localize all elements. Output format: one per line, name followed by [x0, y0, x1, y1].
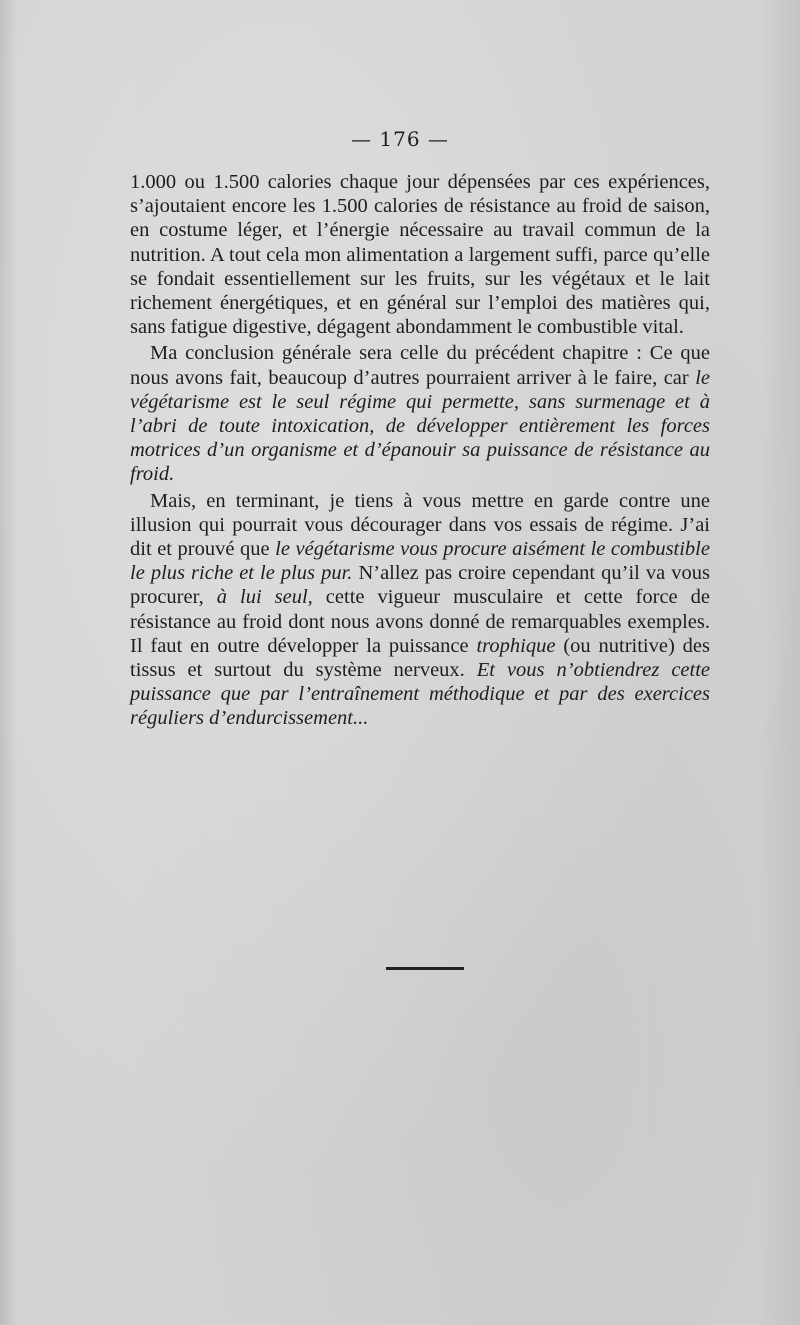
italic-text-segment: le végétarisme est le seul régime qui permette, sans surmenage et à l’abri de toute intoxication, de développer entièrement les forces motrices d’un organisme et d’épanouir sa puissance de résistance au froid.	[130, 366, 710, 486]
paragraph	[130, 170, 710, 339]
text-segment: cette vigueur musculaire et cette force de résistance au froid dont nous avons donné de remarquables exemples. Il faut en outre développer la puissance	[130, 586, 710, 657]
end-rule	[386, 967, 464, 970]
italic-text-segment: le végétarisme vous procure aisément le combustible le plus riche et le plus pur.	[130, 538, 710, 585]
body-text	[130, 170, 710, 731]
paragraph	[130, 341, 710, 486]
paragraph	[130, 489, 710, 731]
text-segment: Ma conclusion générale sera celle du précédent chapitre : Ce que nous avons fait, beaucoup d’autres pourraient arriver à le faire, car	[130, 342, 710, 389]
text-segment: 1.000 ou 1.500 calories chaque jour dépensées par ces expériences, s’ajoutaient encore les 1.500 calories de résistance au froid de saison, en costume léger, et l’énergie nécessaire au travail commun de la nutrition. A tout cela mon alimentation a largement suffi, parce qu’elle se fondait essentiellement sur les fruits, sur les végétaux et le lait richement énergétiques, et en général sur l’emploi des matières qui, sans fatigue digestive, dégagent abondamment le combustible vital.	[130, 171, 710, 339]
page-number: — 176 —	[351, 127, 449, 151]
italic-text-segment: Et vous n’obtiendrez cette puissance que par l’entraînement méthodique et par des exercices réguliers d’endurcissement...	[130, 659, 711, 730]
text-segment: Mais, en terminant, je tiens à vous mettre en garde contre une illusion qui pourrait vous décourager dans vos essais de régime. J’ai dit et prouvé que	[130, 489, 710, 561]
italic-text-segment: trophique	[476, 634, 556, 657]
text-segment: (ou nutritive) des tissus et surtout du système nerveux.	[130, 634, 710, 682]
italic-text-segment: à lui seul,	[216, 586, 313, 609]
text-segment: N’allez pas croire cependant qu’il va vous procurer,	[130, 562, 710, 609]
